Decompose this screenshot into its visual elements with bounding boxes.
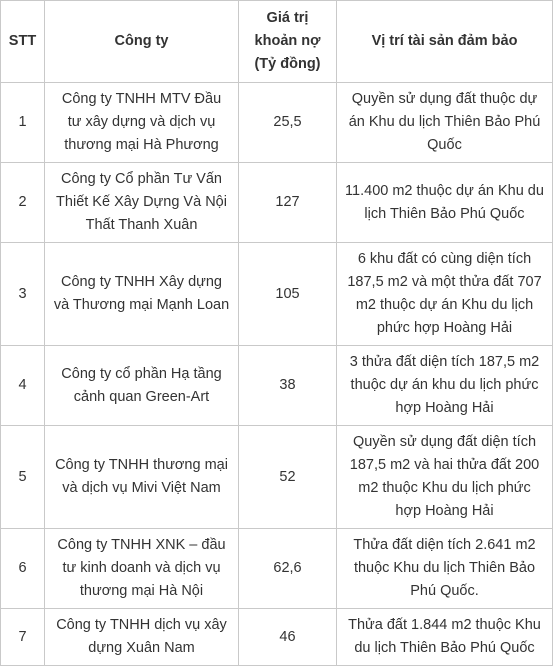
row-debt-value: 62,6: [239, 529, 337, 609]
table-row: [1, 609, 553, 666]
row-stt: 2: [1, 163, 45, 243]
row-debt-value: 38: [239, 346, 337, 426]
row-stt: 7: [1, 609, 45, 666]
row-company: Công ty cổ phần Hạ tầng cảnh quan Green-Art: [45, 346, 239, 426]
table-row: [1, 243, 553, 346]
row-stt: 5: [1, 426, 45, 529]
row-collateral-location: Quyền sử dụng đất thuộc dự án Khu du lịch Thiên Bảo Phú Quốc: [337, 83, 553, 163]
row-collateral-location: Thửa đất diện tích 2.641 m2 thuộc Khu du lịch Thiên Bảo Phú Quốc.: [337, 529, 553, 609]
row-company: Công ty TNHH thương mại và dịch vụ Mivi Việt Nam: [45, 426, 239, 529]
row-debt-value: 25,5: [239, 83, 337, 163]
header-collateral-location: Vị trí tài sản đảm bảo: [337, 1, 553, 83]
row-stt: 6: [1, 529, 45, 609]
row-stt: 4: [1, 346, 45, 426]
row-debt-value: 127: [239, 163, 337, 243]
row-debt-value: 52: [239, 426, 337, 529]
table-row: [1, 83, 553, 163]
header-debt-value: Giá trị khoản nợ (Tỷ đồng): [239, 1, 337, 83]
table-header-row: [1, 1, 553, 83]
row-debt-value: 46: [239, 609, 337, 666]
row-company: Công ty TNHH XNK – đầu tư kinh doanh và dịch vụ thương mại Hà Nội: [45, 529, 239, 609]
row-collateral-location: Thửa đất 1.844 m2 thuộc Khu du lịch Thiên Bảo Phú Quốc: [337, 609, 553, 666]
row-debt-value: 105: [239, 243, 337, 346]
row-collateral-location: 11.400 m2 thuộc dự án Khu du lịch Thiên Bảo Phú Quốc: [337, 163, 553, 243]
table-row: [1, 426, 553, 529]
table-row: [1, 529, 553, 609]
header-stt: STT: [1, 1, 45, 83]
header-company: Công ty: [45, 1, 239, 83]
row-collateral-location: Quyền sử dụng đất diện tích 187,5 m2 và hai thửa đất 200 m2 thuộc Khu du lịch phức hợp Hoàng Hải: [337, 426, 553, 529]
row-collateral-location: 6 khu đất có cùng diện tích 187,5 m2 và một thửa đất 707 m2 thuộc dự án Khu du lịch phức hợp Hoàng Hải: [337, 243, 553, 346]
row-company: Công ty TNHH MTV Đầu tư xây dựng và dịch vụ thương mại Hà Phương: [45, 83, 239, 163]
row-collateral-location: 3 thửa đất diện tích 187,5 m2 thuộc dự án khu du lịch phức hợp Hoàng Hải: [337, 346, 553, 426]
table-row: [1, 163, 553, 243]
table-row: [1, 346, 553, 426]
row-company: Công ty TNHH Xây dựng và Thương mại Mạnh Loan: [45, 243, 239, 346]
row-company: Công ty Cổ phần Tư Vấn Thiết Kế Xây Dựng Và Nội Thất Thanh Xuân: [45, 163, 239, 243]
row-stt: 1: [1, 83, 45, 163]
row-stt: 3: [1, 243, 45, 346]
row-company: Công ty TNHH dịch vụ xây dựng Xuân Nam: [45, 609, 239, 666]
